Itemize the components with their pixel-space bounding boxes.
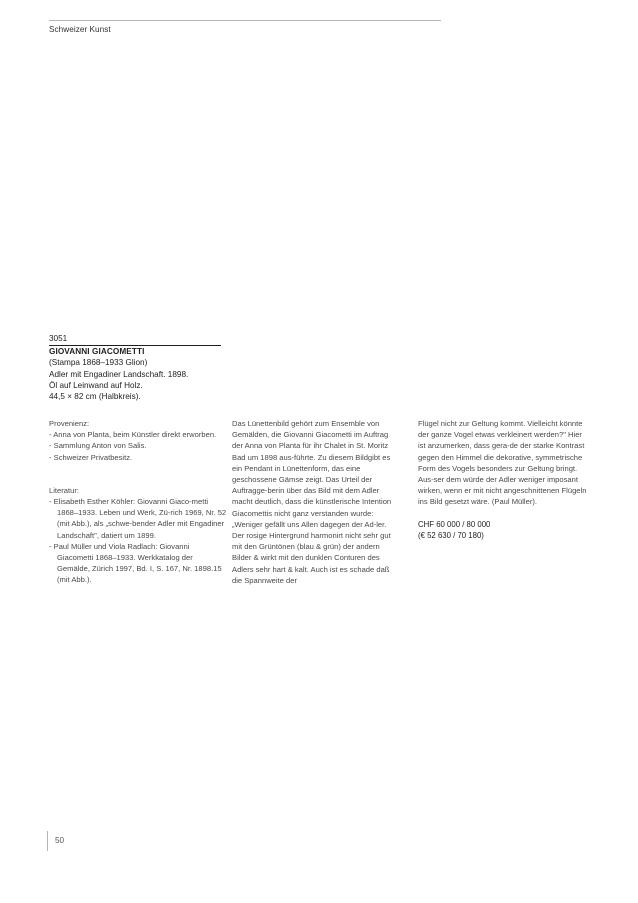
page-number: 50 <box>55 836 65 845</box>
lot-header <box>49 333 224 402</box>
description-column-2 <box>418 418 590 541</box>
description-text: Das Lünettenbild gehört zum Ensemble von Gemälden, die Giovanni Giacometti im Auftrag der Anna von Planta für ihr Chalet in St. Moritz Bad um 1898 aus-führte. Zu diesem Bildgibt es ein Pendant in Lünettenform, das eine geschossene Gämse zeigt. Das Urteil der Auftragge-berin über das Bild mit dem Adler macht deutlich, dass die künstlerische Intention Giacomettis nicht ganz verstanden wurde: „Weniger gefällt uns Allen dagegen der Ad-ler. Der rosige Hintergrund harmonirt nicht sehr gut mit den Grüntönen (blau & grün) der andern Bilder & wirkt mit den dunklen Conturen des Adlers sehr hart & kalt. Auch ist es schade daß die Spannweite der <box>232 419 392 585</box>
literature-heading: Literatur: <box>49 485 79 495</box>
estimate <box>418 519 590 541</box>
artwork-medium: Öl auf Leinwand auf Holz. <box>49 380 143 390</box>
lot-number: 3051 <box>49 333 221 346</box>
artist-life-dates: (Stampa 1868–1933 Glion) <box>49 358 148 368</box>
estimate-eur: (€ 52 630 / 70 180) <box>418 530 484 540</box>
footer-rule <box>47 831 48 851</box>
provenance-item: - Schweizer Privatbesitz. <box>49 452 133 462</box>
artist-name: GIOVANNI GIACOMETTI <box>49 347 145 357</box>
artwork-title: Adler mit Engadiner Landschaft. 1898. <box>49 369 189 379</box>
provenance-literature-column <box>49 418 227 586</box>
provenance-heading: Provenienz: <box>49 419 90 428</box>
estimate-chf: CHF 60 000 / 80 000 <box>418 519 491 529</box>
literature-item: - Paul Müller und Viola Radlach: Giovanni Giacometti 1868–1933. Werkkatalog der Gemälde, Zürich 1997, Bd. I, S. 167, Nr. 1898.15 (mit Abb.). <box>49 541 222 585</box>
section-title: Schweizer Kunst <box>49 25 111 34</box>
header-rule <box>49 20 441 21</box>
literature-item: - Elisabeth Esther Köhler: Giovanni Giaco-metti 1868–1933. Leben und Werk, Zü-rich 1969, Nr. 52 (mit Abb.), als „schwe-bender Adler mit Engadiner Landschaft", datiert um 1899. <box>49 497 227 540</box>
artwork-dimensions: 44,5 × 82 cm (Halbkreis). <box>49 392 141 402</box>
description-text-continued: Flügel nicht zur Geltung kommt. Vielleicht könnte der ganze Vogel etwas verkleinert werden?" Hier ist anzumerken, dass gera-de der starke Kontrast gegen den Himmel die dekorative, symmetrische Form des Vogels besonders zur Geltung bringt. Aus-ser dem würde der Adler weniger imposant wirken, wenn er mit nicht angeschnittenen Flügeln ins Bild gesetzt wäre. (Paul Müller). <box>418 419 587 507</box>
provenance-item: - Anna von Planta, beim Künstler direkt erworben. <box>49 430 217 440</box>
provenance-item: - Sammlung Anton von Salis. <box>49 441 147 451</box>
description-column-1 <box>232 418 397 586</box>
